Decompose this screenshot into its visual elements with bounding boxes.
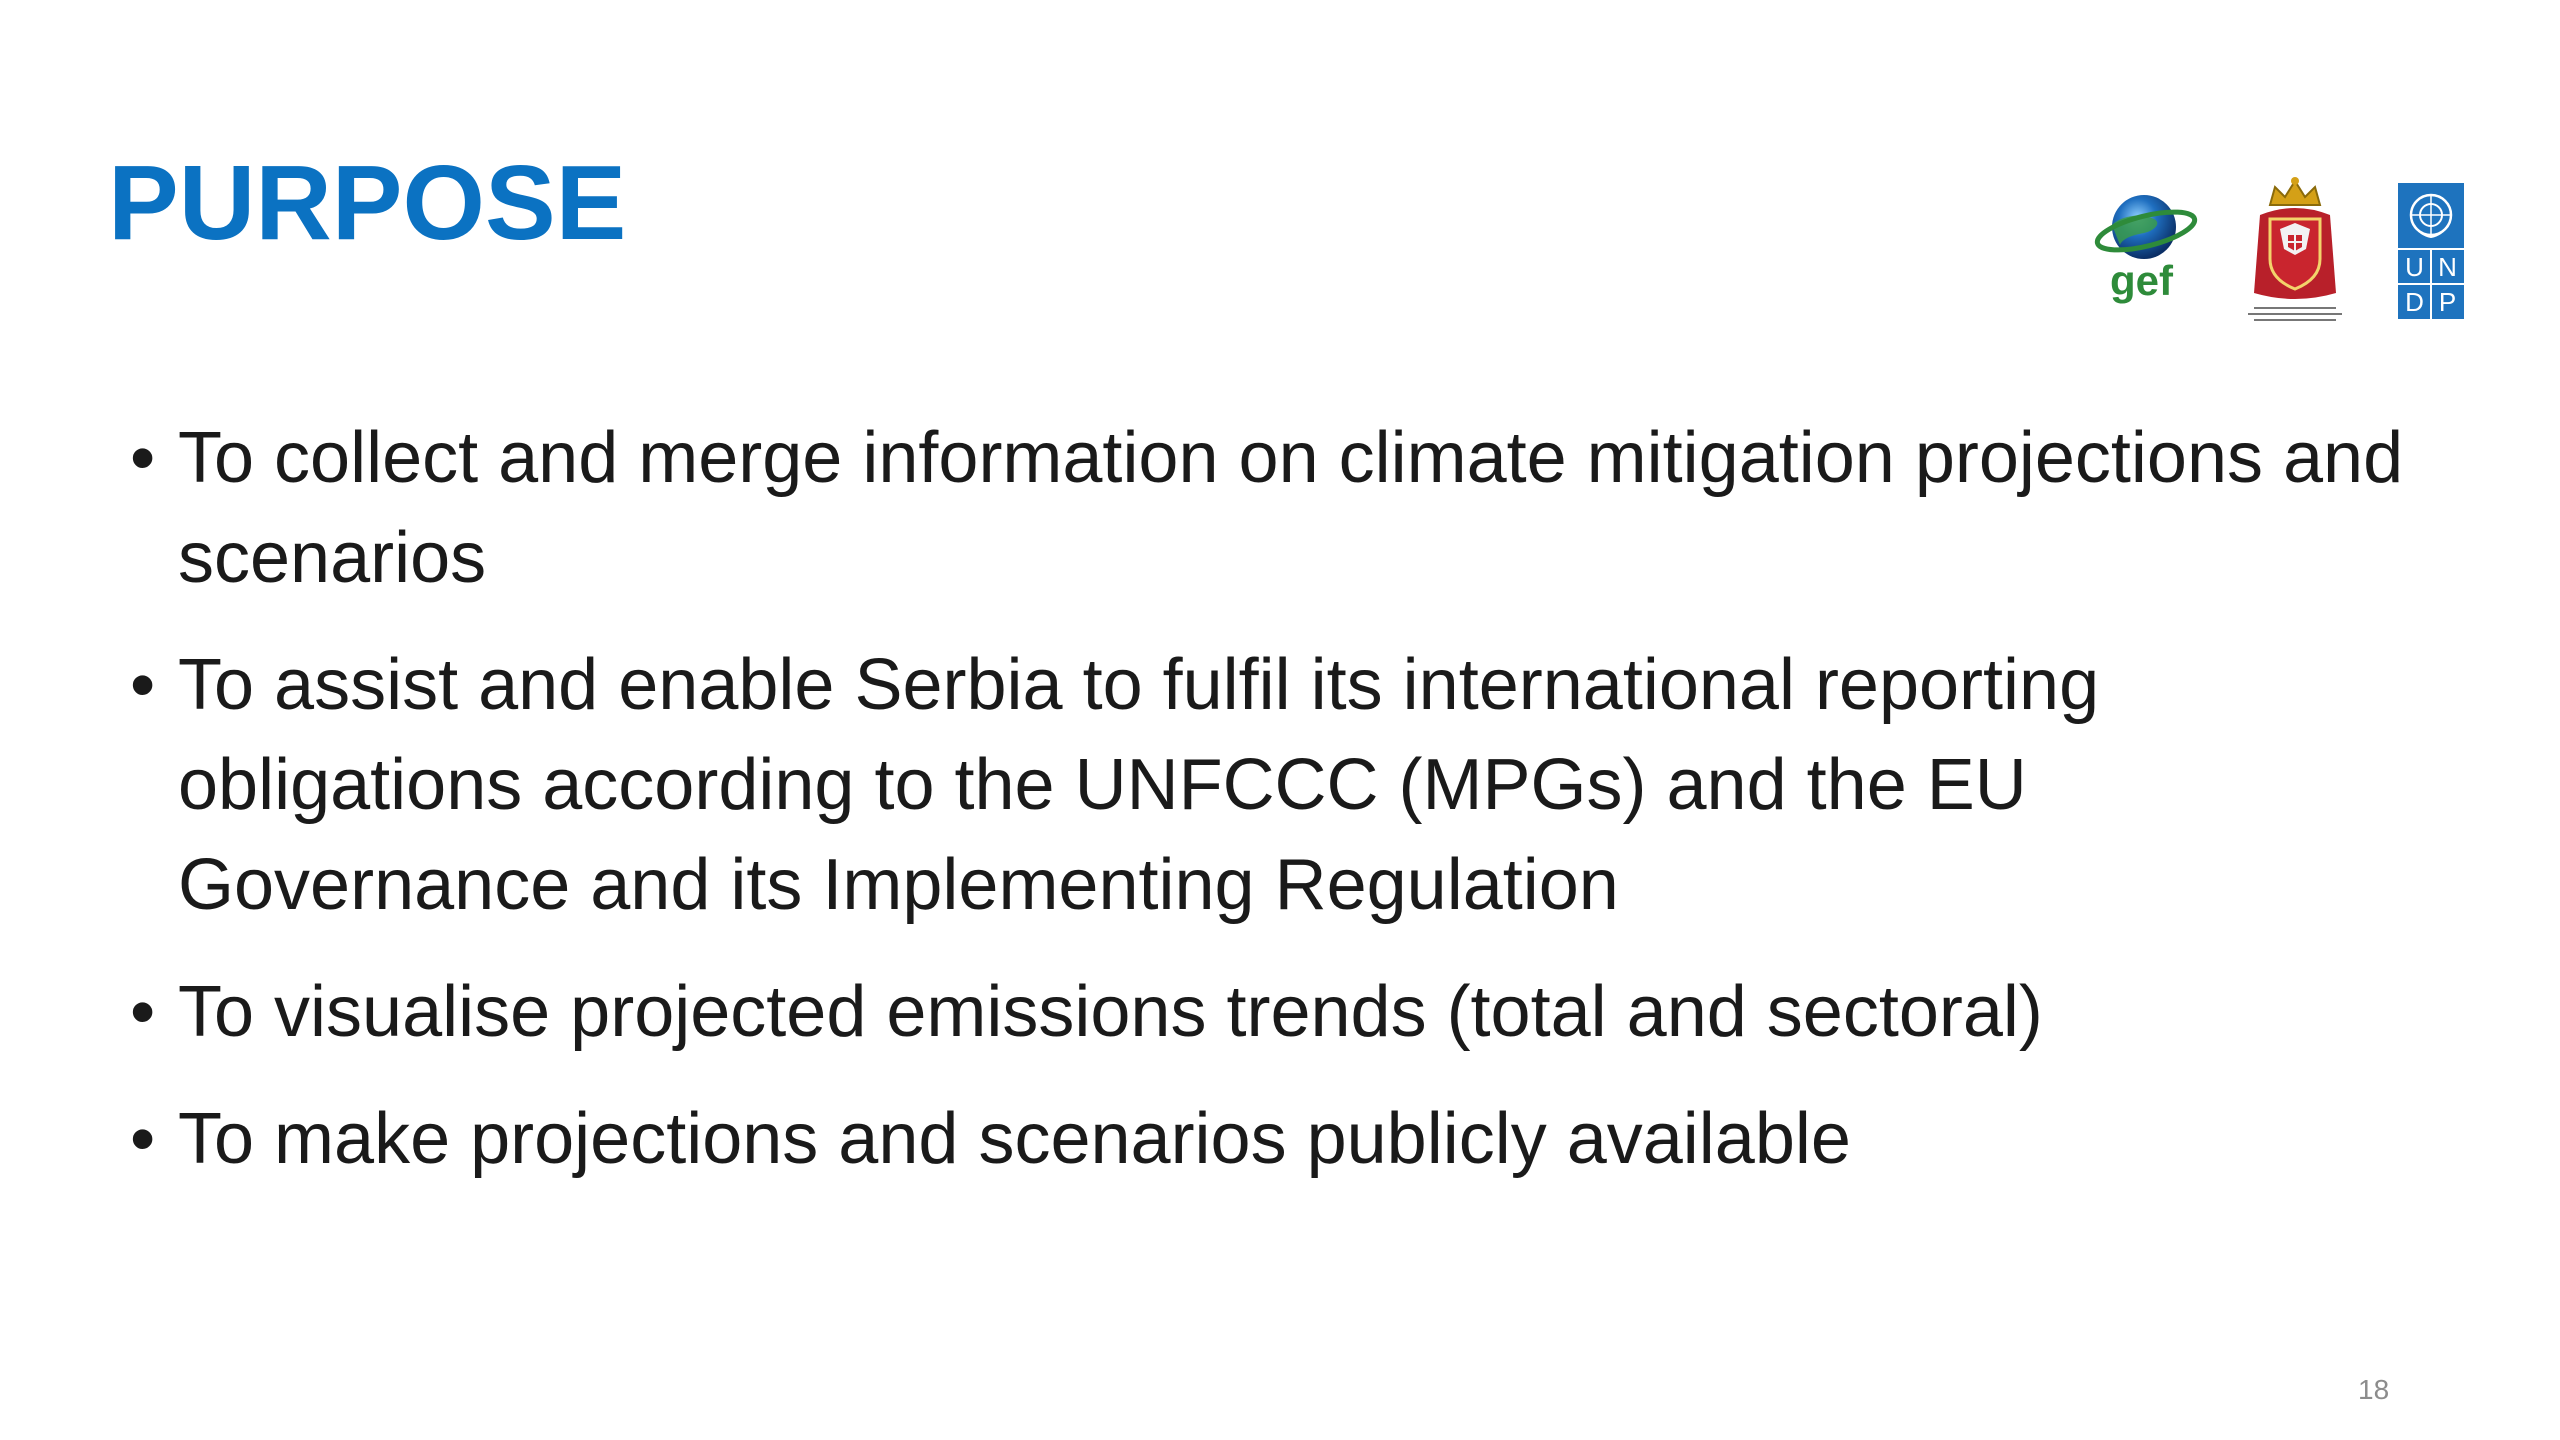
partner-logos [2090,175,2480,335]
undp-logo [2398,183,2464,319]
gef-logo-text: gef [2110,257,2173,304]
bullet-item [130,962,2430,1062]
bullet-text: To assist and enable Serbia to fulfil its international reporting obligations according to the UNFCCC (MPGs) and the EU Governance and its Implementing Regulation [178,645,2100,925]
bullet-text: To visualise projected emissions trends (total and sectoral) [178,972,2043,1052]
bullet-dot: • [130,972,156,1052]
bullet-item [130,635,2430,935]
bullet-text: To make projections and scenarios publicly available [178,1099,1851,1179]
bullet-item [130,408,2430,608]
bullet-dot: • [130,418,156,498]
undp-letter: U [2405,252,2424,282]
bullet-dot: • [130,1099,156,1179]
undp-letter: D [2405,287,2424,317]
bullet-list [130,408,2430,1216]
bullet-item [130,1089,2430,1189]
bullet-text: To collect and merge information on climate mitigation projections and scenarios [178,418,2404,598]
serbia-coat-of-arms-logo [2240,175,2350,327]
page-number: 18 [2358,1374,2390,1405]
undp-letter: P [2438,287,2457,317]
bullet-dot: • [130,645,156,725]
slide-title: PURPOSE [108,144,627,262]
gef-logo [2092,185,2202,305]
undp-letter: N [2438,252,2457,282]
